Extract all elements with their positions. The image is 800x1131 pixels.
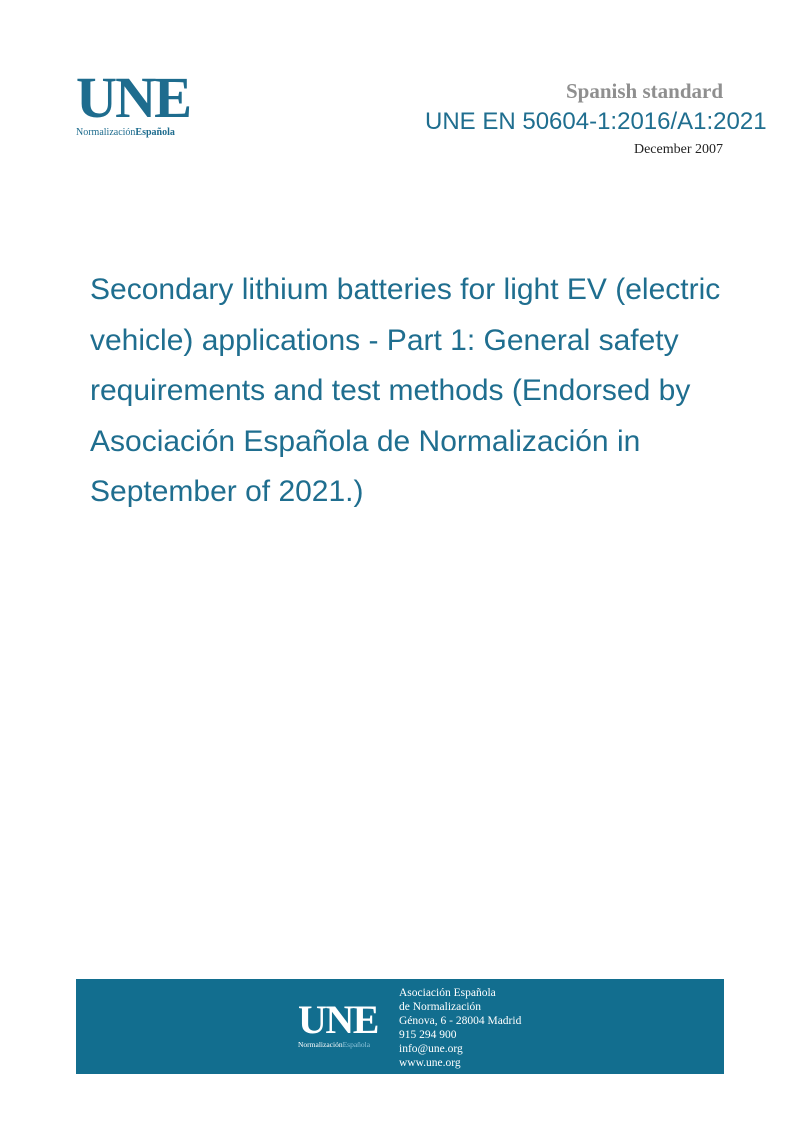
footer-email-link[interactable]: info@une.org xyxy=(399,1043,463,1055)
standard-kind: Spanish standard xyxy=(566,79,723,103)
footer-phone: 915 294 900 xyxy=(399,1029,457,1041)
document-title: Secondary lithium batteries for light EV (electric vehicle) applications - Part 1: General safety requirements and test methods (Endorsed by Asociación Española de Normalización in September of 2021.) xyxy=(90,273,721,508)
footer-website-link[interactable]: www.une.org xyxy=(399,1057,461,1069)
standard-date: December 2007 xyxy=(633,142,723,157)
logo-tagline-part2: Española xyxy=(135,127,175,138)
footer-logo-tagline-part1: Normalización xyxy=(298,1040,343,1049)
footer-address: Génova, 6 - 28004 Madrid xyxy=(399,1015,522,1027)
footer-org-line2: de Normalización xyxy=(399,1001,482,1013)
footer-logo-letters: UNE xyxy=(298,997,378,1042)
footer-logo-tagline-part2: Española xyxy=(342,1040,371,1049)
logo-letters: UNE xyxy=(76,65,191,130)
footer-org-line1: Asociación Española xyxy=(399,987,496,999)
footer-contact-info xyxy=(399,986,521,1070)
footer-une-logo xyxy=(298,997,380,1049)
logo-tagline-part1: Normalización xyxy=(76,127,136,138)
footer-band xyxy=(76,979,724,1074)
footer-logo-tagline xyxy=(298,1040,380,1049)
une-logo xyxy=(76,65,194,139)
standard-code: UNE EN 50604-1:2016/A1:2021 xyxy=(425,108,767,135)
